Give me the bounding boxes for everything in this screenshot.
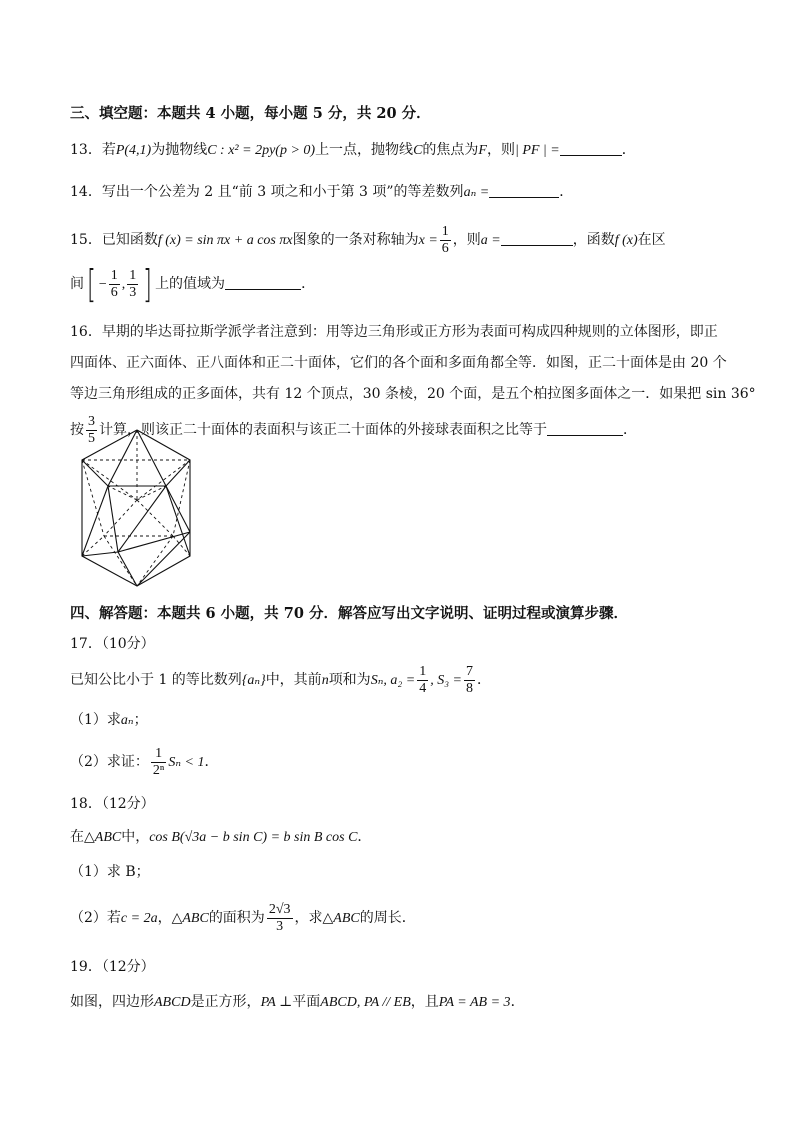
q19-text: 平面	[292, 994, 321, 1010]
q15-text: 在区	[637, 232, 666, 248]
q18-p2-text: ，求	[294, 910, 323, 926]
frac-numerator: 1	[419, 663, 427, 679]
q17-p1-text: （1）求	[70, 712, 121, 728]
frac-numerator: 1	[110, 267, 118, 283]
frac-numerator: 1	[441, 223, 449, 239]
q17-fraction-1	[417, 664, 428, 697]
q15-a: a =	[480, 233, 501, 248]
q16-end: ．	[623, 422, 637, 438]
q15-axis: x =	[418, 233, 438, 248]
q14-end: ．	[559, 184, 574, 200]
q17-p2-fraction	[151, 746, 166, 779]
q17-p2-inequality: Sₙ < 1	[168, 755, 205, 770]
q16-answer-blank[interactable]	[547, 421, 623, 436]
q15-answer-blank-1[interactable]	[501, 231, 573, 246]
question-15-cont	[70, 264, 734, 304]
q15-text: 上的值域为	[155, 276, 226, 292]
question-14	[70, 182, 734, 203]
question-18-number: 18．（12分）	[70, 796, 155, 812]
q16-text: 按	[70, 422, 84, 438]
q13-parabola: C : x² = 2py(p > 0)	[207, 143, 316, 158]
q18-text: 中，	[121, 829, 150, 845]
q19-square: ABCD	[154, 995, 191, 1010]
q17-p1-end: ；	[133, 712, 148, 728]
question-15	[70, 220, 734, 260]
q13-pf: | PF | =	[514, 143, 560, 158]
q17-text: 项和为	[328, 672, 371, 688]
q15-text: 图象的一条对称轴为	[292, 232, 419, 248]
q15-function: f (x) = sin πx + a cos πx	[157, 233, 293, 248]
q18-triangle: △ABC	[322, 911, 360, 926]
q19-text: 如图，四边形	[70, 994, 154, 1010]
q15-fraction	[440, 224, 451, 257]
q15-text: ，函数	[572, 232, 615, 248]
q18-triangle: △ABC	[171, 911, 209, 926]
question-19-number: 19．（12分）	[70, 959, 155, 975]
question-18	[70, 827, 734, 848]
question-18-part-1: （1）求 B；	[70, 864, 150, 880]
frac-denominator: 6	[441, 240, 449, 256]
q18-text: 在	[70, 829, 84, 845]
frac-denominator: 8	[466, 680, 474, 696]
q13-text: 的焦点为	[422, 142, 479, 158]
q13-text: 上一点，抛物线	[315, 142, 414, 158]
question-19	[70, 992, 734, 1013]
q14-an: aₙ =	[463, 185, 490, 200]
frac-numerator: 1	[151, 746, 166, 763]
question-16-line-3: 等边三角形组成的正多面体，共有 12 个顶点，30 条棱，20 个面，是五个柏拉图多面体之一．如果把 sin 36°	[70, 386, 756, 402]
q17-p2-text: （2）求证：	[70, 754, 149, 770]
q13-number: 13．若	[70, 142, 116, 158]
q13-curve-name: C	[413, 143, 423, 158]
q18-p2-text: （2）若	[70, 910, 121, 926]
q18-triangle: △ABC	[84, 830, 122, 845]
left-bracket-icon: [	[86, 262, 96, 306]
frac-denominator: 5	[88, 430, 95, 446]
q18-condition: c = 2a	[120, 911, 158, 926]
q19-text: ，且	[410, 994, 439, 1010]
q15-function-2: f (x)	[614, 233, 638, 248]
q18-p2-text: ，	[157, 910, 172, 926]
q14-answer-blank[interactable]	[489, 183, 559, 198]
q17-s3: , S₃ =	[430, 673, 463, 688]
q17-n: n	[321, 673, 329, 688]
frac-denominator: 6	[110, 284, 118, 300]
frac-denominator: 3	[129, 284, 137, 300]
q17-end: ．	[477, 672, 492, 688]
question-17	[70, 660, 734, 700]
q19-end: ．	[510, 994, 525, 1010]
q13-end: ．	[621, 142, 636, 158]
question-17-number: 17．（10分）	[70, 636, 155, 652]
frac-denominator: 3	[276, 918, 284, 934]
q13-answer-blank[interactable]	[560, 141, 622, 156]
q17-p2-end: ．	[204, 754, 219, 770]
q13-focus: F	[478, 143, 487, 158]
q19-equation: PA = AB = 3	[438, 995, 511, 1010]
question-16-line-1: 16．早期的毕达哥拉斯学派学者注意到：用等边三角形或正方形为表面可构成四种规则的立体图形，即正	[70, 324, 718, 340]
question-17-part-1	[70, 710, 734, 731]
q15-number: 15．已知函数	[70, 232, 158, 248]
q15-text: 间	[70, 276, 84, 292]
q18-fraction	[267, 902, 293, 935]
frac-numerator: 3	[88, 413, 95, 429]
frac-numerator: 2√3	[268, 901, 291, 917]
question-18-part-2	[70, 896, 734, 940]
question-17-part-2	[70, 742, 734, 782]
question-16-line-2: 四面体、正六面体、正八面体和正二十面体，它们的各个面和多面角都全等．如图，正二十面体是由 20 个	[70, 355, 727, 371]
q15-interval-left	[109, 268, 120, 301]
frac-denominator: 2ⁿ	[152, 762, 165, 778]
q18-equation: cos B(√3a − b sin C) = b sin B cos C	[149, 830, 358, 845]
q13-text: ，则	[486, 142, 515, 158]
q19-text: 是正方形，	[190, 994, 261, 1010]
right-bracket-icon: ]	[143, 262, 153, 306]
q17-sequence: {aₙ}	[241, 673, 266, 688]
q15-end: ．	[301, 276, 316, 292]
q13-point: P(4,1)	[115, 143, 152, 158]
q15-minus: −	[98, 277, 107, 292]
q17-text: 中，其前	[265, 672, 322, 688]
q16-text: 计算，则该正二十面体的表面积与该正二十面体的外接球表面积之比等于	[99, 422, 547, 438]
section-4-heading: 四、解答题：本题共 6 小题，共 70 分．解答应写出文字说明、证明过程或演算步骤．	[70, 605, 628, 622]
q17-sn: Sₙ, a₂ =	[370, 673, 416, 688]
q15-comma: ,	[121, 277, 126, 292]
q19-condition: ABCD, PA // EB	[320, 995, 411, 1010]
frac-numerator: 1	[129, 267, 137, 283]
q18-p2-text: 的面积为	[208, 910, 265, 926]
q17-p1-an: aₙ	[120, 713, 134, 728]
q15-answer-blank-2[interactable]	[225, 275, 301, 290]
q18-end: ．	[357, 829, 372, 845]
frac-numerator: 7	[466, 663, 474, 679]
q17-fraction-2	[464, 664, 475, 697]
question-13	[70, 140, 734, 161]
icosahedron-figure	[78, 428, 196, 588]
q18-p2-end: 的周长．	[359, 910, 416, 926]
q14-text: 14．写出一个公差为 2 且“前 3 项之和小于第 3 项”的等差数列	[70, 184, 464, 200]
q19-perpendicular: PA ⊥	[260, 995, 293, 1010]
q15-text: ，则	[452, 232, 481, 248]
q15-interval-right	[127, 268, 138, 301]
frac-denominator: 4	[419, 680, 427, 696]
q17-text: 已知公比小于 1 的等比数列	[70, 672, 242, 688]
section-3-heading: 三、填空题：本题共 4 小题，每小题 5 分，共 20 分．	[70, 105, 431, 122]
q13-text: 为抛物线	[151, 142, 208, 158]
